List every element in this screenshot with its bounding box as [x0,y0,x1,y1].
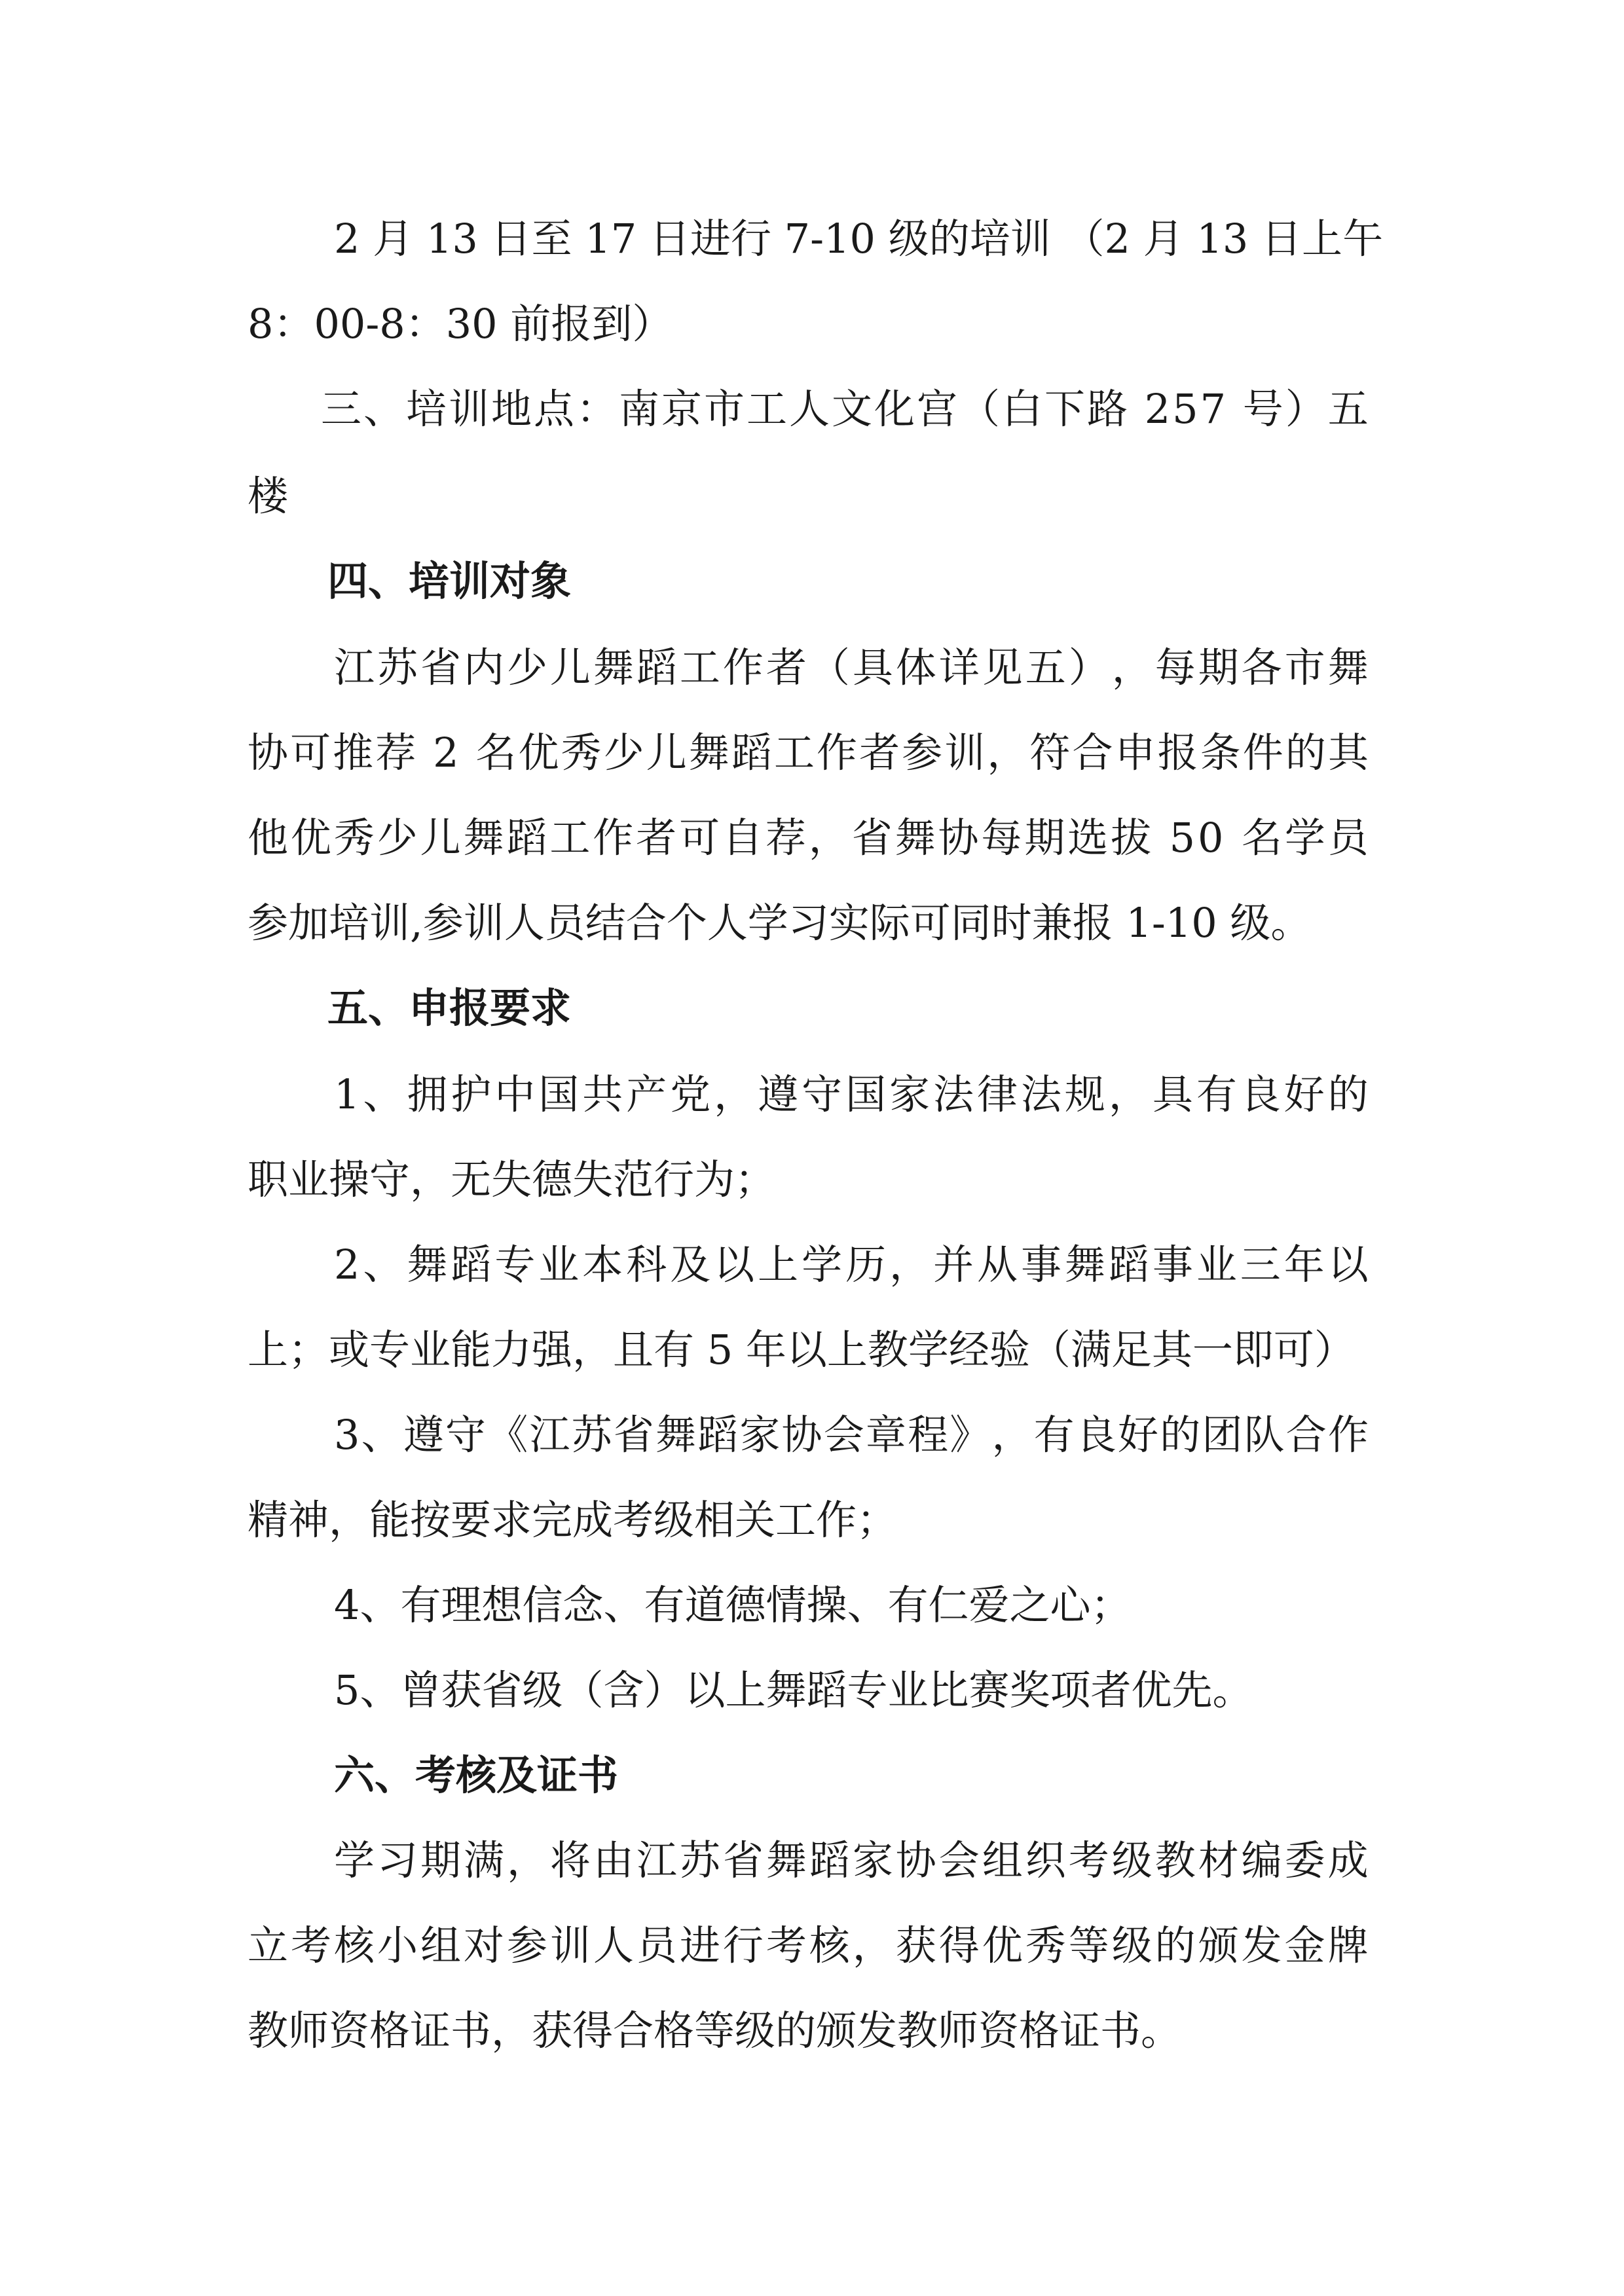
text-line: 上；或专业能力强，且有 5 年以上教学经验（满足其一即可） [248,1326,1355,1374]
text-line: 参加培训,参训人员结合个人学习实际可同时兼报 1-10 级。 [248,899,1312,947]
text-line: 教师资格证书，获得合格等级的颁发教师资格证书。 [248,2007,1182,2054]
text-line: 5、曾获省级（含）以上舞蹈专业比赛奖项者优先。 [334,1666,1253,1714]
text-line: 1 、 拥 护 中 国 共 产 党 ， 遵 守 国 家 法 律 法 规 ， 具 有 良 好 的 [334,1070,1369,1118]
section-heading: 六、考核及证书 [334,1751,619,1799]
section-heading: 四、培训对象 [327,557,572,605]
text-line: 立 考 核 小 组 对 参 训 人 员 进 行 考 核 ， 获 得 优 秀 等 级 的 颁 发 金 牌 [248,1922,1369,1969]
text-line: 他 优 秀 少 儿 舞 蹈 工 作 者 可 自 荐 ， 省 舞 协 每 期 选 拔 5 0 名 学 员 [248,814,1369,862]
text-line: 三 、 培 训 地 点 ： 南 京 市 工 人 文 化 宫 （ 白 下 路 2 5 7 号 ） 五 [321,385,1369,433]
text-line: 楼 [248,472,289,520]
text-line: 3 、 遵 守 《 江 苏 省 舞 蹈 家 协 会 章 程 》 ， 有 良 好 的 团 队 合 作 [334,1411,1369,1459]
text-line: 8：00-8：30 前报到） [248,300,673,348]
text-line: 江 苏 省 内 少 儿 舞 蹈 工 作 者 （ 具 体 详 见 五 ） ， 每 期 各 市 舞 [334,644,1369,691]
text-line: 4、有理想信念、有道德情操、有仁爱之心； [334,1581,1132,1629]
text-line: 职业操守，无失德失范行为； [248,1156,776,1203]
text-line: 学 习 期 满 ， 将 由 江 苏 省 舞 蹈 家 协 会 组 织 考 级 教 材 编 委 成 [334,1836,1369,1884]
text-line: 协 可 推 荐 2 名 优 秀 少 儿 舞 蹈 工 作 者 参 训 ， 符 合 申 报 条 件 的 其 [248,729,1369,776]
section-heading: 五、申报要求 [327,984,572,1032]
text-line: 精神，能按要求完成考级相关工作； [248,1496,898,1544]
text-line: 2 、 舞 蹈 专 业 本 科 及 以 上 学 历 ， 并 从 事 舞 蹈 事 业 三 年 以 [334,1241,1369,1288]
text-line: 2 月 1 3 日 至 1 7 日 进 行 7 - 1 0 级 的 培 训 （ 2 月 1 3 日 上 午 [334,215,1384,263]
